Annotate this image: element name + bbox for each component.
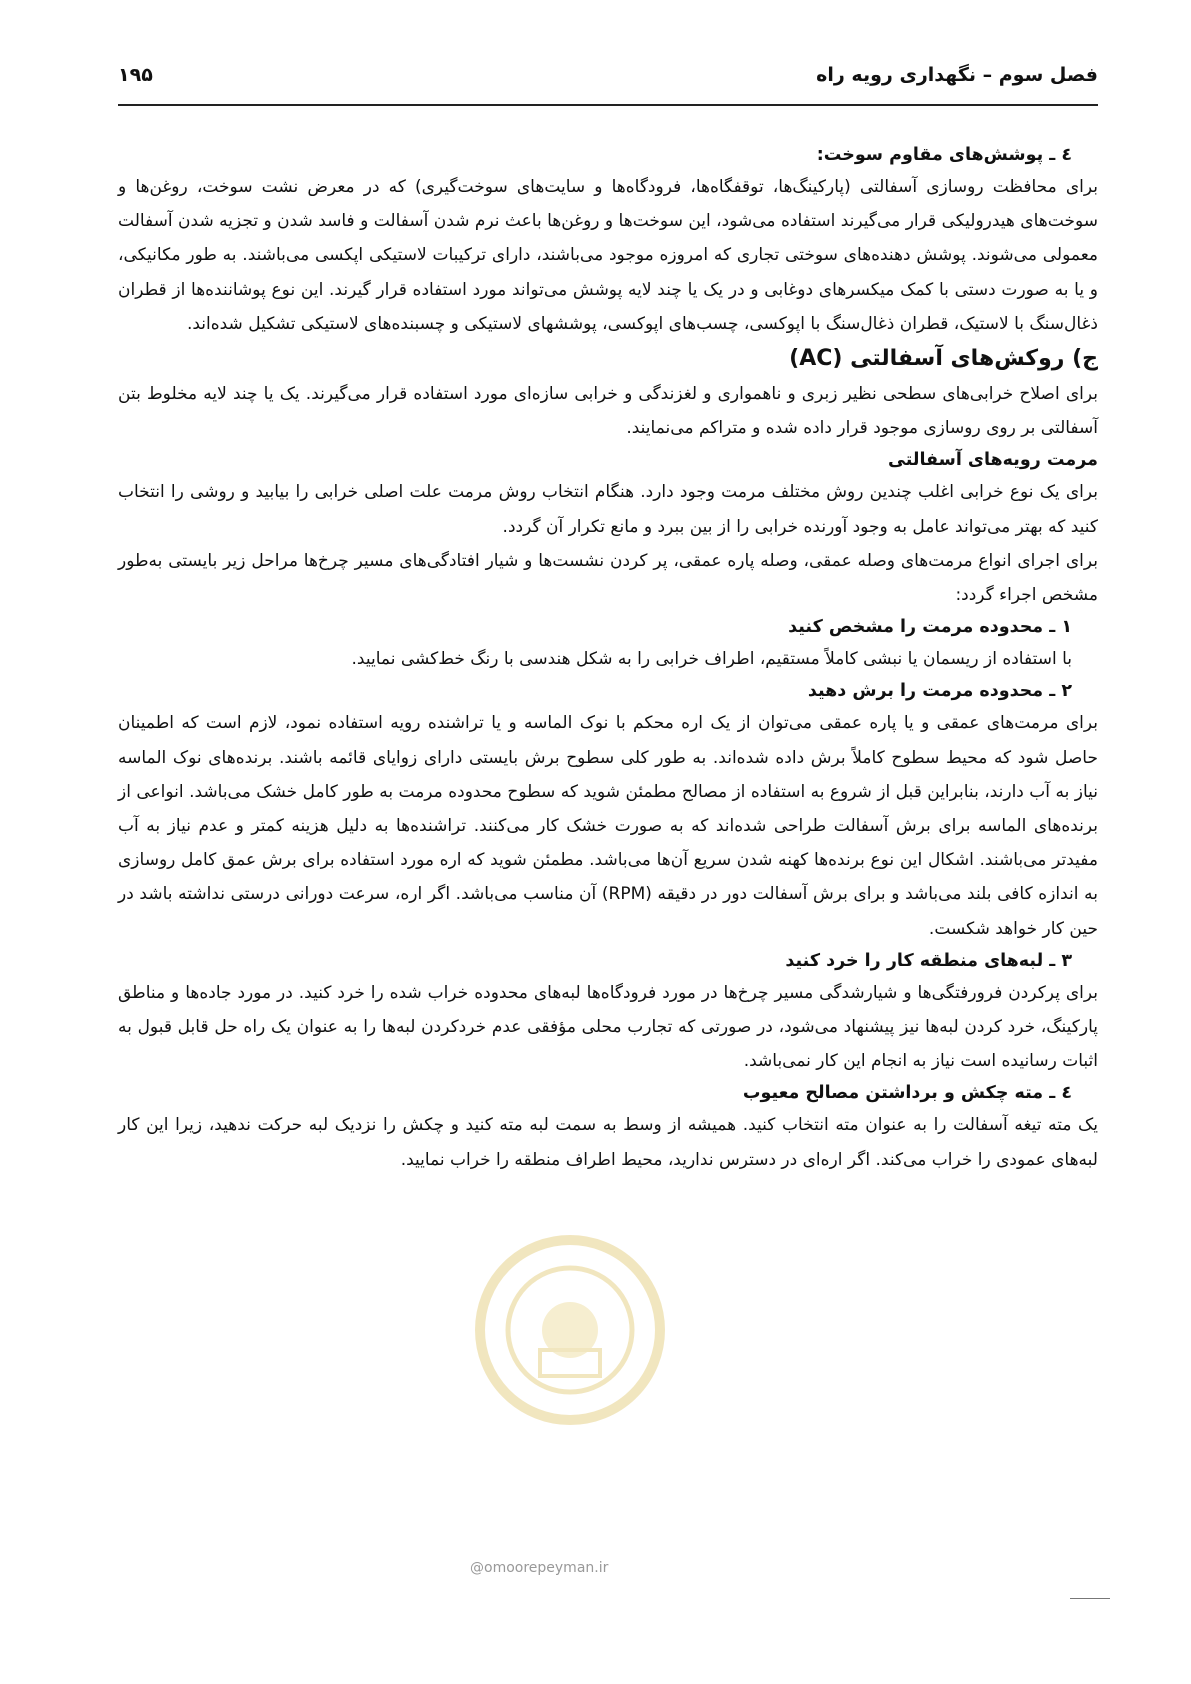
step-3-text: برای پرکردن فرورفتگی‌ها و شیارشدگی مسیر چرخ‌ها در مورد فرودگاه‌ها لبه‌های محدوده خراب شده را خرد کنید. در مورد جاده‌ها و مناطق پارکینگ، خرد کردن لبه‌ها نیز پیشنهاد می‌شود، در صورتی که تجارب محلی مؤفقی عدم خردکردن لبه‌ها را به عنوان یک راه حل قابل قبول به اثبات رسانیده است نیاز به انجام این کار نمی‌باشد. [118, 982, 1098, 1072]
step-2-text: برای مرمت‌های عمقی و یا پاره عمقی می‌توان از یک اره محکم با نوک الماسه و یا تراشنده رویه استفاده نمود، لازم است که اطمینان حاصل شود که محیط سطوح کاملاً برش داده شده‌اند. به طور کلی سطوح برش بایستی دارای زوایای قائمه باشند. برنده‌های نوک الماسه نیاز به آب دارند، بنابراین قبل از شروع به استفاده از مصالح مطمئن شوید که سطوح محدوده مرمت به طور کامل خشک می‌باشد. انواعی از برنده‌های الماسه برای برش آسفالت طراحی شده‌اند که به صورت خشک کار می‌کنند. تراشنده‌ها به دلیل هزینه کمتر و عدم نیاز به آب مفیدتر می‌باشند. اشکال این نوع برنده‌ها کهنه شدن سریع آن‌ها می‌باشد. مطمئن شوید که اره مورد استفاده برای برش عمق کامل روسازی به اندازه کافی بلند می‌باشد و برای برش آسفالت دور در دقیقه (RPM) آن مناسب می‌باشد. اگر اره، سرعت دورانی درستی نداشته باشد در حین کار خواهد شکست. [118, 713, 1098, 939]
main-content [118, 140, 1098, 1177]
header-rule [118, 104, 1098, 106]
page-corner-line [1070, 1598, 1110, 1599]
section-fuel-resistant-title: ٤ ـ پوشش‌های مقاوم سوخت: [816, 145, 1072, 165]
page-header [118, 62, 1098, 106]
watermark-site: @omoorepeyman.ir [470, 1560, 609, 1576]
step-1-title: ۱ ـ محدوده مرمت را مشخص کنید [788, 617, 1072, 638]
step-4-text: یک مته تیغه آسفالت را به عنوان مته انتخاب کنید. همیشه از وسط به سمت لبه مته کنید و چکش را نزدیک لبه حرکت ندهید، زیرا این کار لبه‌های عمودی را خراب می‌کند. اگر اره‌ای در دسترس ندارید، محیط اطراف منطقه را خراب نمایید. [118, 1115, 1098, 1170]
page-number: ۱۹۵ [118, 64, 153, 86]
step-3-title: ۳ ـ لبه‌های منطقه کار را خرد کنید [785, 950, 1072, 971]
watermark-seal-icon [470, 1230, 670, 1430]
step-4-title: ٤ ـ مته چکش و برداشتن مصالح معیوب [742, 1083, 1072, 1104]
chapter-title: فصل سوم – نگهداری رویه راه [816, 64, 1098, 86]
section-ac-overlay-title: ج) روکش‌های آسفالتی (AC) [789, 346, 1098, 372]
step-2-title: ۲ ـ محدوده مرمت را برش دهید [807, 681, 1072, 702]
section-fuel-resistant-text: برای محافظت روسازی آسفالتی (پارکینگ‌ها، توقفگاه‌ها، فرودگاه‌ها و سایت‌های سوخت‌گیری) که در معرض نشت سوخت، روغن‌ها و سوخت‌های هیدرولیکی قرار می‌گیرند استفاده می‌شود، این سوخت‌ها و روغن‌ها باعث نرم شدن آسفالت و فاسد شدن و تجزیه شدن آسفالت معمولی می‌شوند. پوشش دهنده‌های سوختی تجاری که امروزه موجود می‌باشند، دارای ترکیبات لاستیکی اپکسی می‌باشند. به طور مکانیکی، و یا به صورت دستی با کمک میکسرهای دوغابی و در یک یا چند لایه پوشش می‌تواند مورد استفاده قرار گیرند. این نوع پوشاننده‌ها از قطران ذغال‌سنگ با لاستیک، قطران ذغال‌سنگ با اپوکسی، چسب‌های اپوکسی، پوششهای لاستیکی و چسبنده‌های لاستیکی تشکیل شده‌اند. [118, 177, 1098, 334]
section-repair-title: مرمت رویه‌های آسفالتی [888, 450, 1098, 471]
section-repair-paragraph-2: برای اجرای انواع مرمت‌های وصله عمقی، وصله پاره عمقی، پر کردن نشست‌ها و شیار افتادگی‌های مسیر چرخ‌ها مراحل زیر بایستی به‌طور مشخص اجراء گردد: [118, 550, 1098, 606]
section-repair-paragraph-1: برای یک نوع خرابی اغلب چندین روش مختلف مرمت وجود دارد. هنگام انتخاب روش مرمت علت اصلی خرابی را بیابید و روشی را انتخاب کنید که بهتر می‌تواند عامل به وجود آورنده خرابی را از بین ببرد و مانع تکرار آن گردد. [118, 482, 1098, 537]
section-ac-overlay-text: برای اصلاح خرابی‌های سطحی نظیر زبری و ناهمواری و لغزندگی و خرابی سازه‌ای مورد استفاده قرار می‌گیرند. یک یا چند لایه مخلوط بتن آسفالتی بر روی روسازی موجود قرار داده شده و متراکم می‌نمایند. [118, 384, 1098, 439]
step-1-text: با استفاده از ریسمان یا نبشی کاملاً مستقیم، اطراف خرابی را به شکل هندسی با رنگ خط‌کشی نمایید. [351, 649, 1072, 670]
